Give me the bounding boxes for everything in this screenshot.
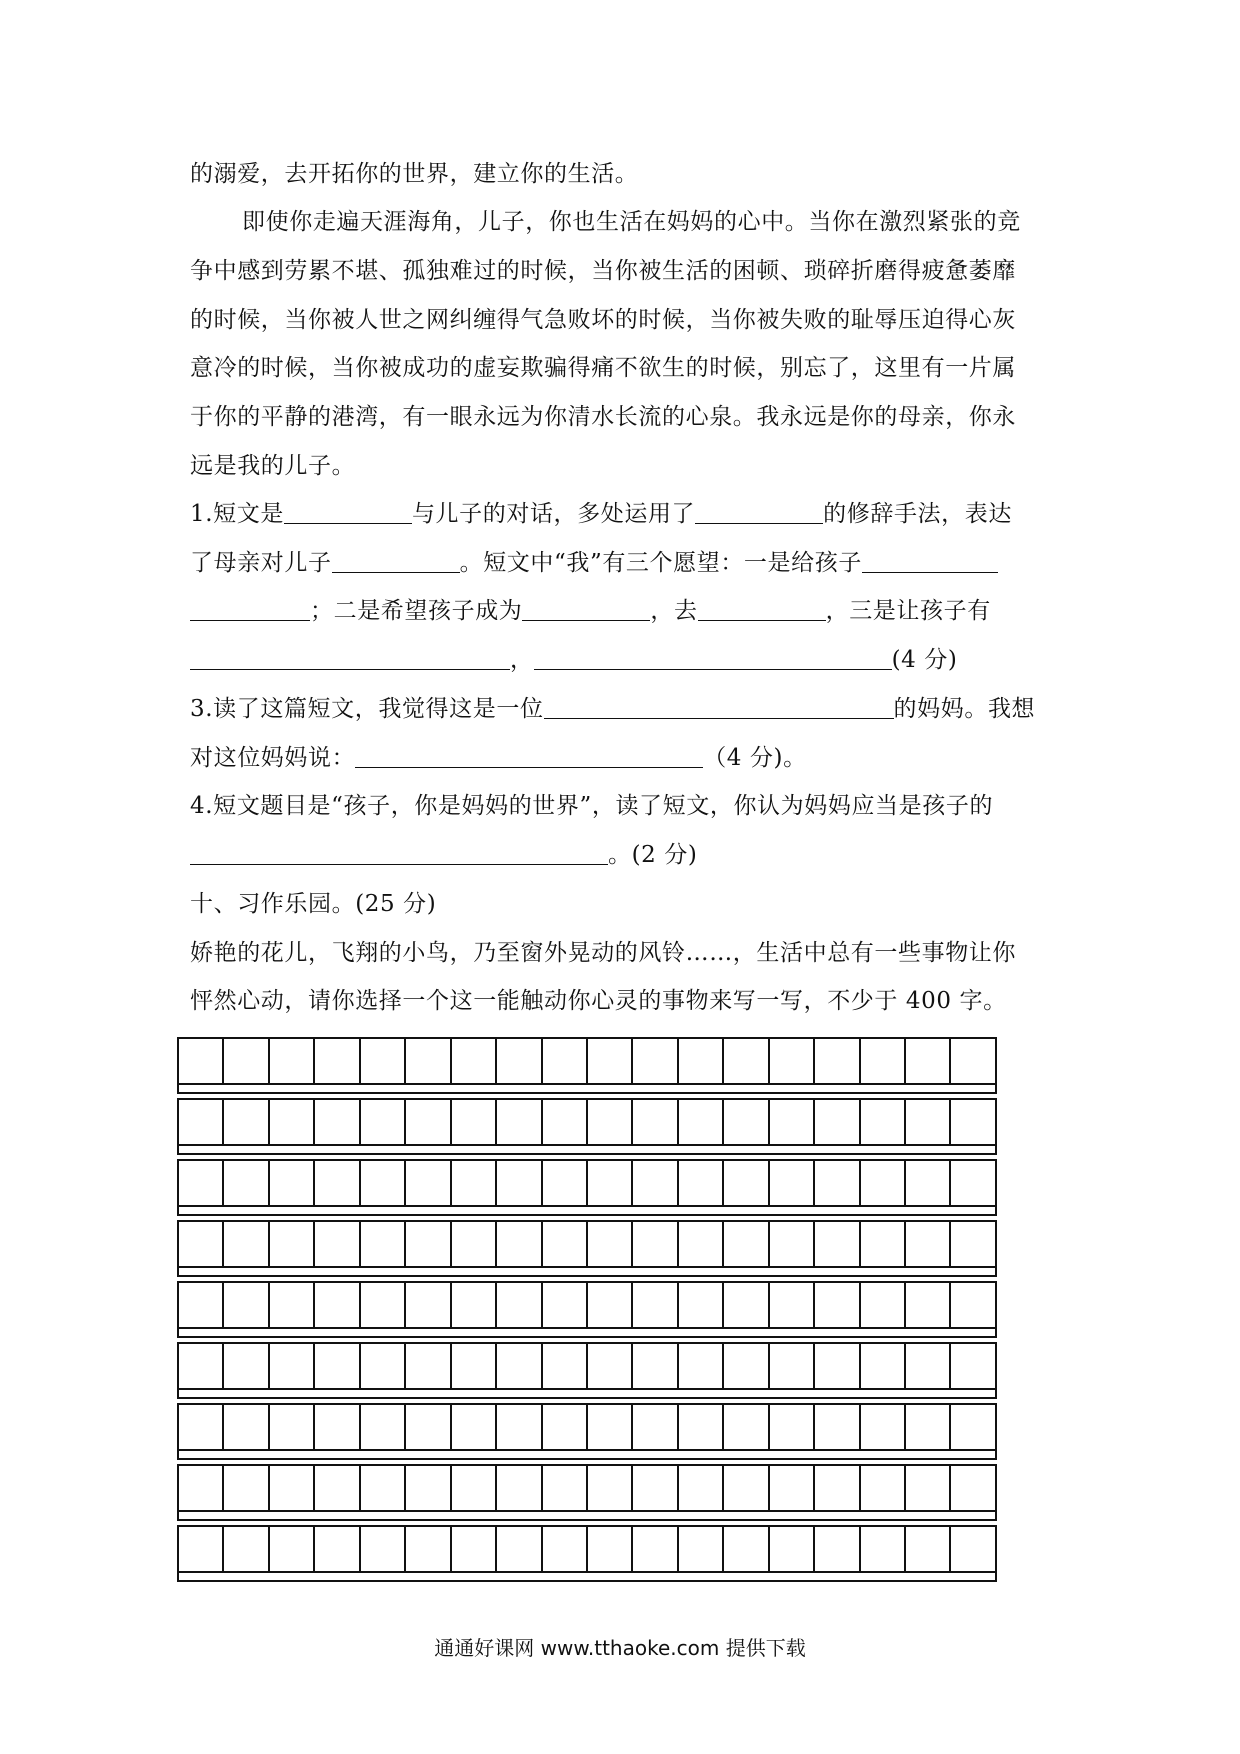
passage-line: 的溺爱，去开拓你的世界，建立你的生活。 (190, 161, 639, 187)
grid-cell[interactable] (543, 1283, 588, 1327)
grid-cell[interactable] (270, 1283, 315, 1327)
grid-cell[interactable] (724, 1344, 769, 1388)
grid-cell[interactable] (679, 1344, 724, 1388)
grid-cell[interactable] (270, 1405, 315, 1449)
question-3-line-1: 3.读了这篇短文，我觉得这是一位 的妈妈。我想 (190, 696, 1036, 722)
grid-cell[interactable] (179, 1466, 224, 1510)
grid-cell[interactable] (588, 1405, 633, 1449)
grid-cell[interactable] (770, 1161, 815, 1205)
grid-cell[interactable] (770, 1527, 815, 1571)
grid-cell[interactable] (543, 1466, 588, 1510)
grid-cell[interactable] (179, 1039, 224, 1083)
grid-cell[interactable] (815, 1466, 860, 1510)
grid-cell[interactable] (497, 1466, 542, 1510)
grid-cell[interactable] (633, 1344, 678, 1388)
grid-row (177, 1403, 999, 1462)
grid-cell[interactable] (633, 1283, 678, 1327)
grid-cell[interactable] (724, 1161, 769, 1205)
grid-row-gap (177, 1329, 997, 1338)
grid-cell[interactable] (588, 1039, 633, 1083)
grid-cell[interactable] (224, 1527, 269, 1571)
answer-blank[interactable] (695, 501, 823, 524)
grid-cell[interactable] (179, 1100, 224, 1144)
grid-cell[interactable] (906, 1344, 951, 1388)
grid-cell[interactable] (315, 1161, 360, 1205)
answer-blank[interactable] (862, 550, 998, 573)
grid-row-gap (177, 1207, 997, 1216)
grid-cell[interactable] (497, 1039, 542, 1083)
grid-cell[interactable] (724, 1222, 769, 1266)
grid-cell[interactable] (406, 1344, 451, 1388)
grid-cell[interactable] (951, 1405, 994, 1449)
section-10-title: 十、习作乐园。(25 分) (190, 891, 437, 917)
grid-cell[interactable] (224, 1344, 269, 1388)
grid-row (177, 1037, 999, 1096)
grid-cell[interactable] (315, 1466, 360, 1510)
grid-cell[interactable] (361, 1283, 406, 1327)
grid-cell[interactable] (224, 1405, 269, 1449)
section-10-prompt: 怦然心动，请你选择一个这一能触动你心灵的事物来写一写，不少于 400 字。 (190, 988, 1007, 1014)
grid-cells (177, 1281, 997, 1329)
grid-cells (177, 1525, 997, 1573)
grid-cells (177, 1342, 997, 1390)
grid-cell[interactable] (724, 1527, 769, 1571)
grid-cell[interactable] (861, 1222, 906, 1266)
passage-line: 的时候，当你被人世之网纠缠得气急败坏的时候，当你被失败的耻辱压迫得心灰 (190, 307, 1016, 333)
grid-cell[interactable] (497, 1405, 542, 1449)
grid-cell[interactable] (679, 1222, 724, 1266)
grid-cell[interactable] (543, 1039, 588, 1083)
grid-row-gap (177, 1573, 997, 1582)
grid-cell[interactable] (452, 1039, 497, 1083)
grid-cell[interactable] (224, 1283, 269, 1327)
passage-line: 即使你走遍天涯海角，儿子，你也生活在妈妈的心中。当你在激烈紧张的竞 (242, 209, 1021, 235)
grid-cell[interactable] (497, 1222, 542, 1266)
grid-cell[interactable] (815, 1222, 860, 1266)
grid-cell[interactable] (815, 1161, 860, 1205)
grid-cell[interactable] (906, 1527, 951, 1571)
grid-cell[interactable] (906, 1222, 951, 1266)
grid-cell[interactable] (951, 1527, 994, 1571)
grid-cell[interactable] (315, 1283, 360, 1327)
grid-cell[interactable] (315, 1100, 360, 1144)
grid-cell[interactable] (452, 1100, 497, 1144)
grid-cells (177, 1403, 997, 1451)
grid-cell[interactable] (724, 1283, 769, 1327)
grid-cell[interactable] (951, 1222, 994, 1266)
grid-cell[interactable] (452, 1405, 497, 1449)
grid-cell[interactable] (588, 1100, 633, 1144)
grid-cell[interactable] (724, 1100, 769, 1144)
grid-row (177, 1342, 999, 1401)
answer-blank[interactable] (284, 501, 412, 524)
grid-cell[interactable] (406, 1466, 451, 1510)
grid-cell[interactable] (270, 1222, 315, 1266)
grid-cell[interactable] (452, 1466, 497, 1510)
grid-cell[interactable] (951, 1283, 994, 1327)
answer-blank[interactable] (544, 696, 894, 719)
grid-cell[interactable] (224, 1039, 269, 1083)
grid-cell[interactable] (679, 1283, 724, 1327)
grid-cell[interactable] (770, 1222, 815, 1266)
grid-cell[interactable] (543, 1161, 588, 1205)
grid-cell[interactable] (270, 1527, 315, 1571)
grid-cell[interactable] (406, 1039, 451, 1083)
grid-cell[interactable] (633, 1100, 678, 1144)
grid-row-gap (177, 1451, 997, 1460)
grid-cell[interactable] (770, 1344, 815, 1388)
grid-cell[interactable] (633, 1527, 678, 1571)
grid-cell[interactable] (406, 1222, 451, 1266)
grid-cell[interactable] (633, 1405, 678, 1449)
grid-cell[interactable] (861, 1344, 906, 1388)
grid-row (177, 1098, 999, 1157)
grid-cell[interactable] (906, 1161, 951, 1205)
grid-cell[interactable] (361, 1222, 406, 1266)
grid-cell[interactable] (861, 1161, 906, 1205)
grid-cell[interactable] (406, 1405, 451, 1449)
grid-cell[interactable] (224, 1222, 269, 1266)
grid-cell[interactable] (543, 1222, 588, 1266)
grid-cell[interactable] (770, 1283, 815, 1327)
grid-cell[interactable] (633, 1222, 678, 1266)
grid-cells (177, 1220, 997, 1268)
grid-cell[interactable] (588, 1466, 633, 1510)
grid-cell[interactable] (951, 1039, 994, 1083)
grid-cell[interactable] (861, 1466, 906, 1510)
grid-cell[interactable] (770, 1405, 815, 1449)
grid-row-gap (177, 1512, 997, 1521)
question-1-line-2: 了母亲对儿子 。短文中“我”有三个愿望：一是给孩子 (190, 548, 1060, 578)
grid-row (177, 1220, 999, 1279)
grid-row (177, 1525, 999, 1584)
section-10-prompt: 娇艳的花儿，飞翔的小鸟，乃至窗外晃动的风铃……，生活中总有一些事物让你 (190, 940, 1016, 966)
grid-cell[interactable] (270, 1161, 315, 1205)
grid-cell[interactable] (179, 1405, 224, 1449)
grid-cell[interactable] (633, 1161, 678, 1205)
grid-cell[interactable] (861, 1527, 906, 1571)
grid-cell[interactable] (951, 1100, 994, 1144)
grid-cell[interactable] (361, 1161, 406, 1205)
grid-row (177, 1159, 999, 1218)
grid-cell[interactable] (270, 1100, 315, 1144)
grid-cell[interactable] (543, 1344, 588, 1388)
grid-cell[interactable] (815, 1344, 860, 1388)
grid-cell[interactable] (770, 1466, 815, 1510)
grid-cells (177, 1037, 997, 1085)
grid-cell[interactable] (770, 1100, 815, 1144)
grid-cell[interactable] (179, 1222, 224, 1266)
grid-cell[interactable] (452, 1527, 497, 1571)
question-1-line-1: 1.短文是 与儿子的对话，多处运用了 的修辞手法，表达 (190, 501, 1012, 527)
answer-blank[interactable] (534, 647, 892, 670)
grid-cell[interactable] (633, 1039, 678, 1083)
grid-cells (177, 1159, 997, 1207)
grid-cell[interactable] (679, 1405, 724, 1449)
grid-cell[interactable] (588, 1527, 633, 1571)
grid-row-gap (177, 1146, 997, 1155)
grid-cell[interactable] (361, 1100, 406, 1144)
grid-cell[interactable] (861, 1039, 906, 1083)
grid-cells (177, 1464, 997, 1512)
question-3-line-2: 对这位妈妈说： （4 分)。 (190, 745, 807, 771)
grid-cell[interactable] (406, 1100, 451, 1144)
grid-cell[interactable] (406, 1527, 451, 1571)
answer-blank[interactable] (698, 598, 826, 621)
passage-line: 远是我的儿子。 (190, 453, 356, 479)
grid-cell[interactable] (906, 1039, 951, 1083)
grid-cell[interactable] (906, 1466, 951, 1510)
grid-cell[interactable] (679, 1039, 724, 1083)
grid-cell[interactable] (452, 1283, 497, 1327)
grid-cell[interactable] (315, 1344, 360, 1388)
passage-line: 争中感到劳累不堪、孤独难过的时候，当你被生活的困顿、琐碎折磨得疲惫萎靡 (190, 258, 1016, 284)
grid-row-gap (177, 1268, 997, 1277)
grid-cell[interactable] (951, 1161, 994, 1205)
grid-cell[interactable] (815, 1405, 860, 1449)
grid-cell[interactable] (224, 1466, 269, 1510)
footer-credit: 通通好课网 www.tthaoke.com 提供下载 (434, 1636, 806, 1660)
grid-cell[interactable] (179, 1344, 224, 1388)
question-1-line-3: ；二是希望孩子成为 ，去 ，三是让孩子有 (190, 596, 1060, 626)
grid-cell[interactable] (361, 1039, 406, 1083)
answer-blank[interactable] (190, 598, 310, 621)
grid-cell[interactable] (270, 1344, 315, 1388)
grid-cell[interactable] (406, 1161, 451, 1205)
question-4-line-1: 4.短文题目是“孩子，你是妈妈的世界”，读了短文，你认为妈妈应当是孩子的 (190, 793, 994, 819)
grid-cell[interactable] (497, 1161, 542, 1205)
answer-blank[interactable] (332, 550, 460, 573)
grid-cell[interactable] (452, 1161, 497, 1205)
grid-cell[interactable] (724, 1039, 769, 1083)
grid-cell[interactable] (406, 1283, 451, 1327)
grid-cell[interactable] (588, 1283, 633, 1327)
grid-cell[interactable] (815, 1100, 860, 1144)
answer-blank[interactable] (522, 598, 650, 621)
grid-cell[interactable] (633, 1466, 678, 1510)
grid-row-gap (177, 1085, 997, 1094)
grid-cell[interactable] (315, 1222, 360, 1266)
grid-cell[interactable] (497, 1100, 542, 1144)
grid-cell[interactable] (543, 1527, 588, 1571)
answer-blank[interactable] (355, 745, 703, 768)
grid-cell[interactable] (861, 1283, 906, 1327)
grid-cell[interactable] (497, 1344, 542, 1388)
grid-cell[interactable] (315, 1039, 360, 1083)
grid-cell[interactable] (906, 1283, 951, 1327)
grid-cell[interactable] (951, 1466, 994, 1510)
grid-cell[interactable] (906, 1100, 951, 1144)
grid-cell[interactable] (724, 1405, 769, 1449)
grid-cell[interactable] (315, 1405, 360, 1449)
grid-row (177, 1464, 999, 1523)
grid-cell[interactable] (452, 1344, 497, 1388)
grid-cell[interactable] (815, 1039, 860, 1083)
grid-cell[interactable] (543, 1100, 588, 1144)
writing-grid[interactable] (177, 1037, 999, 1586)
grid-cell[interactable] (497, 1283, 542, 1327)
question-4-line-2: 。(2 分) (190, 840, 1060, 870)
grid-cell[interactable] (770, 1039, 815, 1083)
answer-blank[interactable] (190, 842, 608, 865)
grid-cell[interactable] (543, 1405, 588, 1449)
grid-cell[interactable] (452, 1222, 497, 1266)
grid-cell[interactable] (679, 1161, 724, 1205)
passage-line: 意冷的时候，当你被成功的虚妄欺骗得痛不欲生的时候，别忘了，这里有一片属 (190, 355, 1016, 381)
grid-cell[interactable] (497, 1527, 542, 1571)
grid-cell[interactable] (361, 1405, 406, 1449)
grid-cell[interactable] (679, 1466, 724, 1510)
grid-cell[interactable] (588, 1222, 633, 1266)
grid-cell[interactable] (361, 1527, 406, 1571)
grid-cell[interactable] (906, 1405, 951, 1449)
grid-cell[interactable] (224, 1100, 269, 1144)
grid-cells (177, 1098, 997, 1146)
question-1-line-4: ， (4 分) (190, 645, 1060, 675)
grid-cell[interactable] (815, 1527, 860, 1571)
grid-cell[interactable] (361, 1344, 406, 1388)
answer-blank[interactable] (190, 647, 510, 670)
grid-cell[interactable] (588, 1344, 633, 1388)
grid-cell[interactable] (179, 1283, 224, 1327)
grid-cell[interactable] (861, 1405, 906, 1449)
grid-cell[interactable] (179, 1161, 224, 1205)
grid-cell[interactable] (270, 1039, 315, 1083)
grid-cell[interactable] (588, 1161, 633, 1205)
grid-cell[interactable] (951, 1344, 994, 1388)
grid-row (177, 1281, 999, 1340)
grid-cell[interactable] (179, 1527, 224, 1571)
grid-cell[interactable] (679, 1100, 724, 1144)
grid-cell[interactable] (315, 1527, 360, 1571)
grid-row-gap (177, 1390, 997, 1399)
grid-cell[interactable] (861, 1100, 906, 1144)
passage-line: 于你的平静的港湾，有一眼永远为你清水长流的心泉。我永远是你的母亲，你永 (190, 404, 1016, 430)
grid-cell[interactable] (679, 1527, 724, 1571)
grid-cell[interactable] (270, 1466, 315, 1510)
grid-cell[interactable] (724, 1466, 769, 1510)
grid-cell[interactable] (815, 1283, 860, 1327)
grid-cell[interactable] (361, 1466, 406, 1510)
grid-cell[interactable] (224, 1161, 269, 1205)
